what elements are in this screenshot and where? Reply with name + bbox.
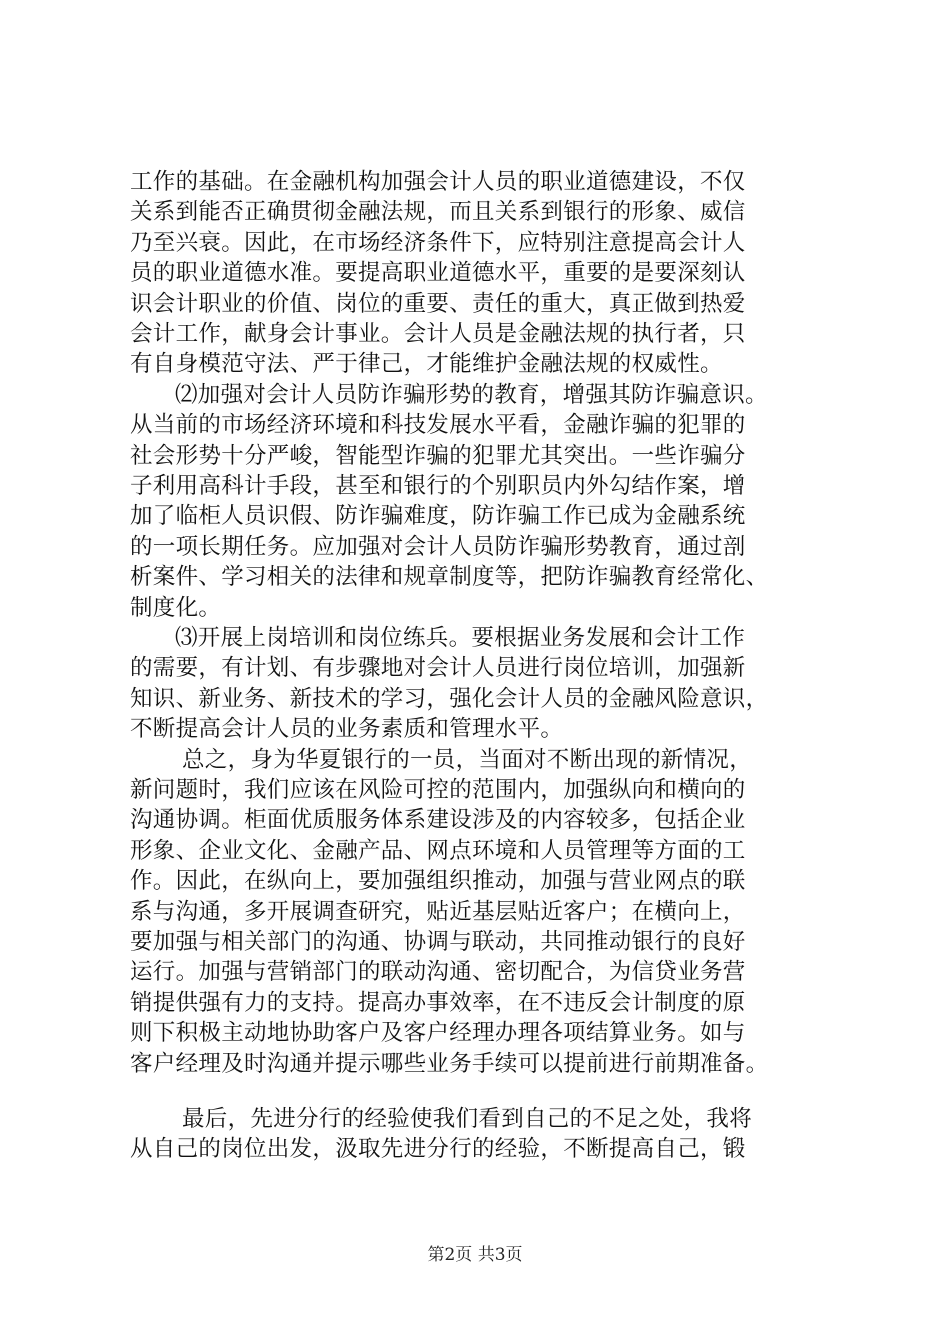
text-line: 知识、新业务、新技术的学习，强化会计人员的金融风险意识， <box>130 686 769 712</box>
paragraph-start-line: ⑶开展上岗培训和岗位练兵。要根据业务发展和会计工作 <box>175 625 746 651</box>
text-line: 系与沟通，多开展调查研究，贴近基层贴近客户；在横向上， <box>130 899 746 925</box>
paragraph-start-line: 总之，身为华夏银行的一员，当面对不断出现的新情况， <box>182 747 753 773</box>
text-line: 的一项长期任务。应加强对会计人员防诈骗形势教育，通过剖 <box>130 534 746 560</box>
text-line: 则下积极主动地协助客户及客户经理办理各项结算业务。如与 <box>130 1020 746 1046</box>
text-line: 新问题时，我们应该在风险可控的范围内，加强纵向和横向的 <box>130 777 746 803</box>
text-line: 不断提高会计人员的业务素质和管理水平。 <box>130 716 564 742</box>
text-line: 从自己的岗位出发，汲取先进分行的经验，不断提高自己，锻 <box>130 1136 746 1162</box>
text-line: 的需要，有计划、有步骤地对会计人员进行岗位培训，加强新 <box>130 655 746 681</box>
text-line: 乃至兴衰。因此，在市场经济条件下，应特别注意提高会计人 <box>130 230 746 256</box>
text-line: 销提供强有力的支持。提高办事效率，在不违反会计制度的原 <box>130 990 746 1016</box>
text-line: 运行。加强与营销部门的联动沟通、密切配合，为信贷业务营 <box>130 959 746 985</box>
text-line: 客户经理及时沟通并提示哪些业务手续可以提前进行前期准备。 <box>130 1051 769 1077</box>
text-line: 社会形势十分严峻，智能型诈骗的犯罪尤其突出。一些诈骗分 <box>130 443 746 469</box>
text-line: 加了临柜人员识假、防诈骗难度，防诈骗工作已成为金融系统 <box>130 503 746 529</box>
text-line: 识会计职业的价值、岗位的重要、责任的重大，真正做到热爱 <box>130 291 746 317</box>
text-line: 员的职业道德水准。要提高职业道德水平，重要的是要深刻认 <box>130 260 746 286</box>
text-line: 工作的基础。在金融机构加强会计人员的职业道德建设，不仅 <box>130 169 746 195</box>
text-line: 有自身模范守法、严于律己，才能维护金融法规的权威性。 <box>130 351 723 377</box>
text-line: 从当前的市场经济环境和科技发展水平看，金融诈骗的犯罪的 <box>130 412 746 438</box>
text-line: 会计工作，献身会计事业。会计人员是金融法规的执行者，只 <box>130 321 746 347</box>
text-line: 子利用高科计手段，甚至和银行的个别职员内外勾结作案，增 <box>130 473 746 499</box>
paragraph-start-line: 最后，先进分行的经验使我们看到自己的不足之处，我将 <box>182 1106 753 1132</box>
text-line: 沟通协调。柜面优质服务体系建设涉及的内容较多，包括企业 <box>130 807 746 833</box>
text-line: 关系到能否正确贯彻金融法规，而且关系到银行的形象、威信 <box>130 199 746 225</box>
page-number-footer: 第2页 共3页 <box>427 1245 523 1265</box>
text-line: 制度化。 <box>130 595 222 621</box>
text-line: 作。因此，在纵向上，要加强组织推动，加强与营业网点的联 <box>130 868 746 894</box>
text-line: 要加强与相关部门的沟通、协调与联动，共同推动银行的良好 <box>130 929 746 955</box>
text-line: 析案件、学习相关的法律和规章制度等，把防诈骗教育经常化、 <box>130 564 769 590</box>
paragraph-start-line: ⑵加强对会计人员防诈骗形势的教育，增强其防诈骗意识。 <box>175 382 768 408</box>
text-line: 形象、企业文化、金融产品、网点环境和人员管理等方面的工 <box>130 838 746 864</box>
